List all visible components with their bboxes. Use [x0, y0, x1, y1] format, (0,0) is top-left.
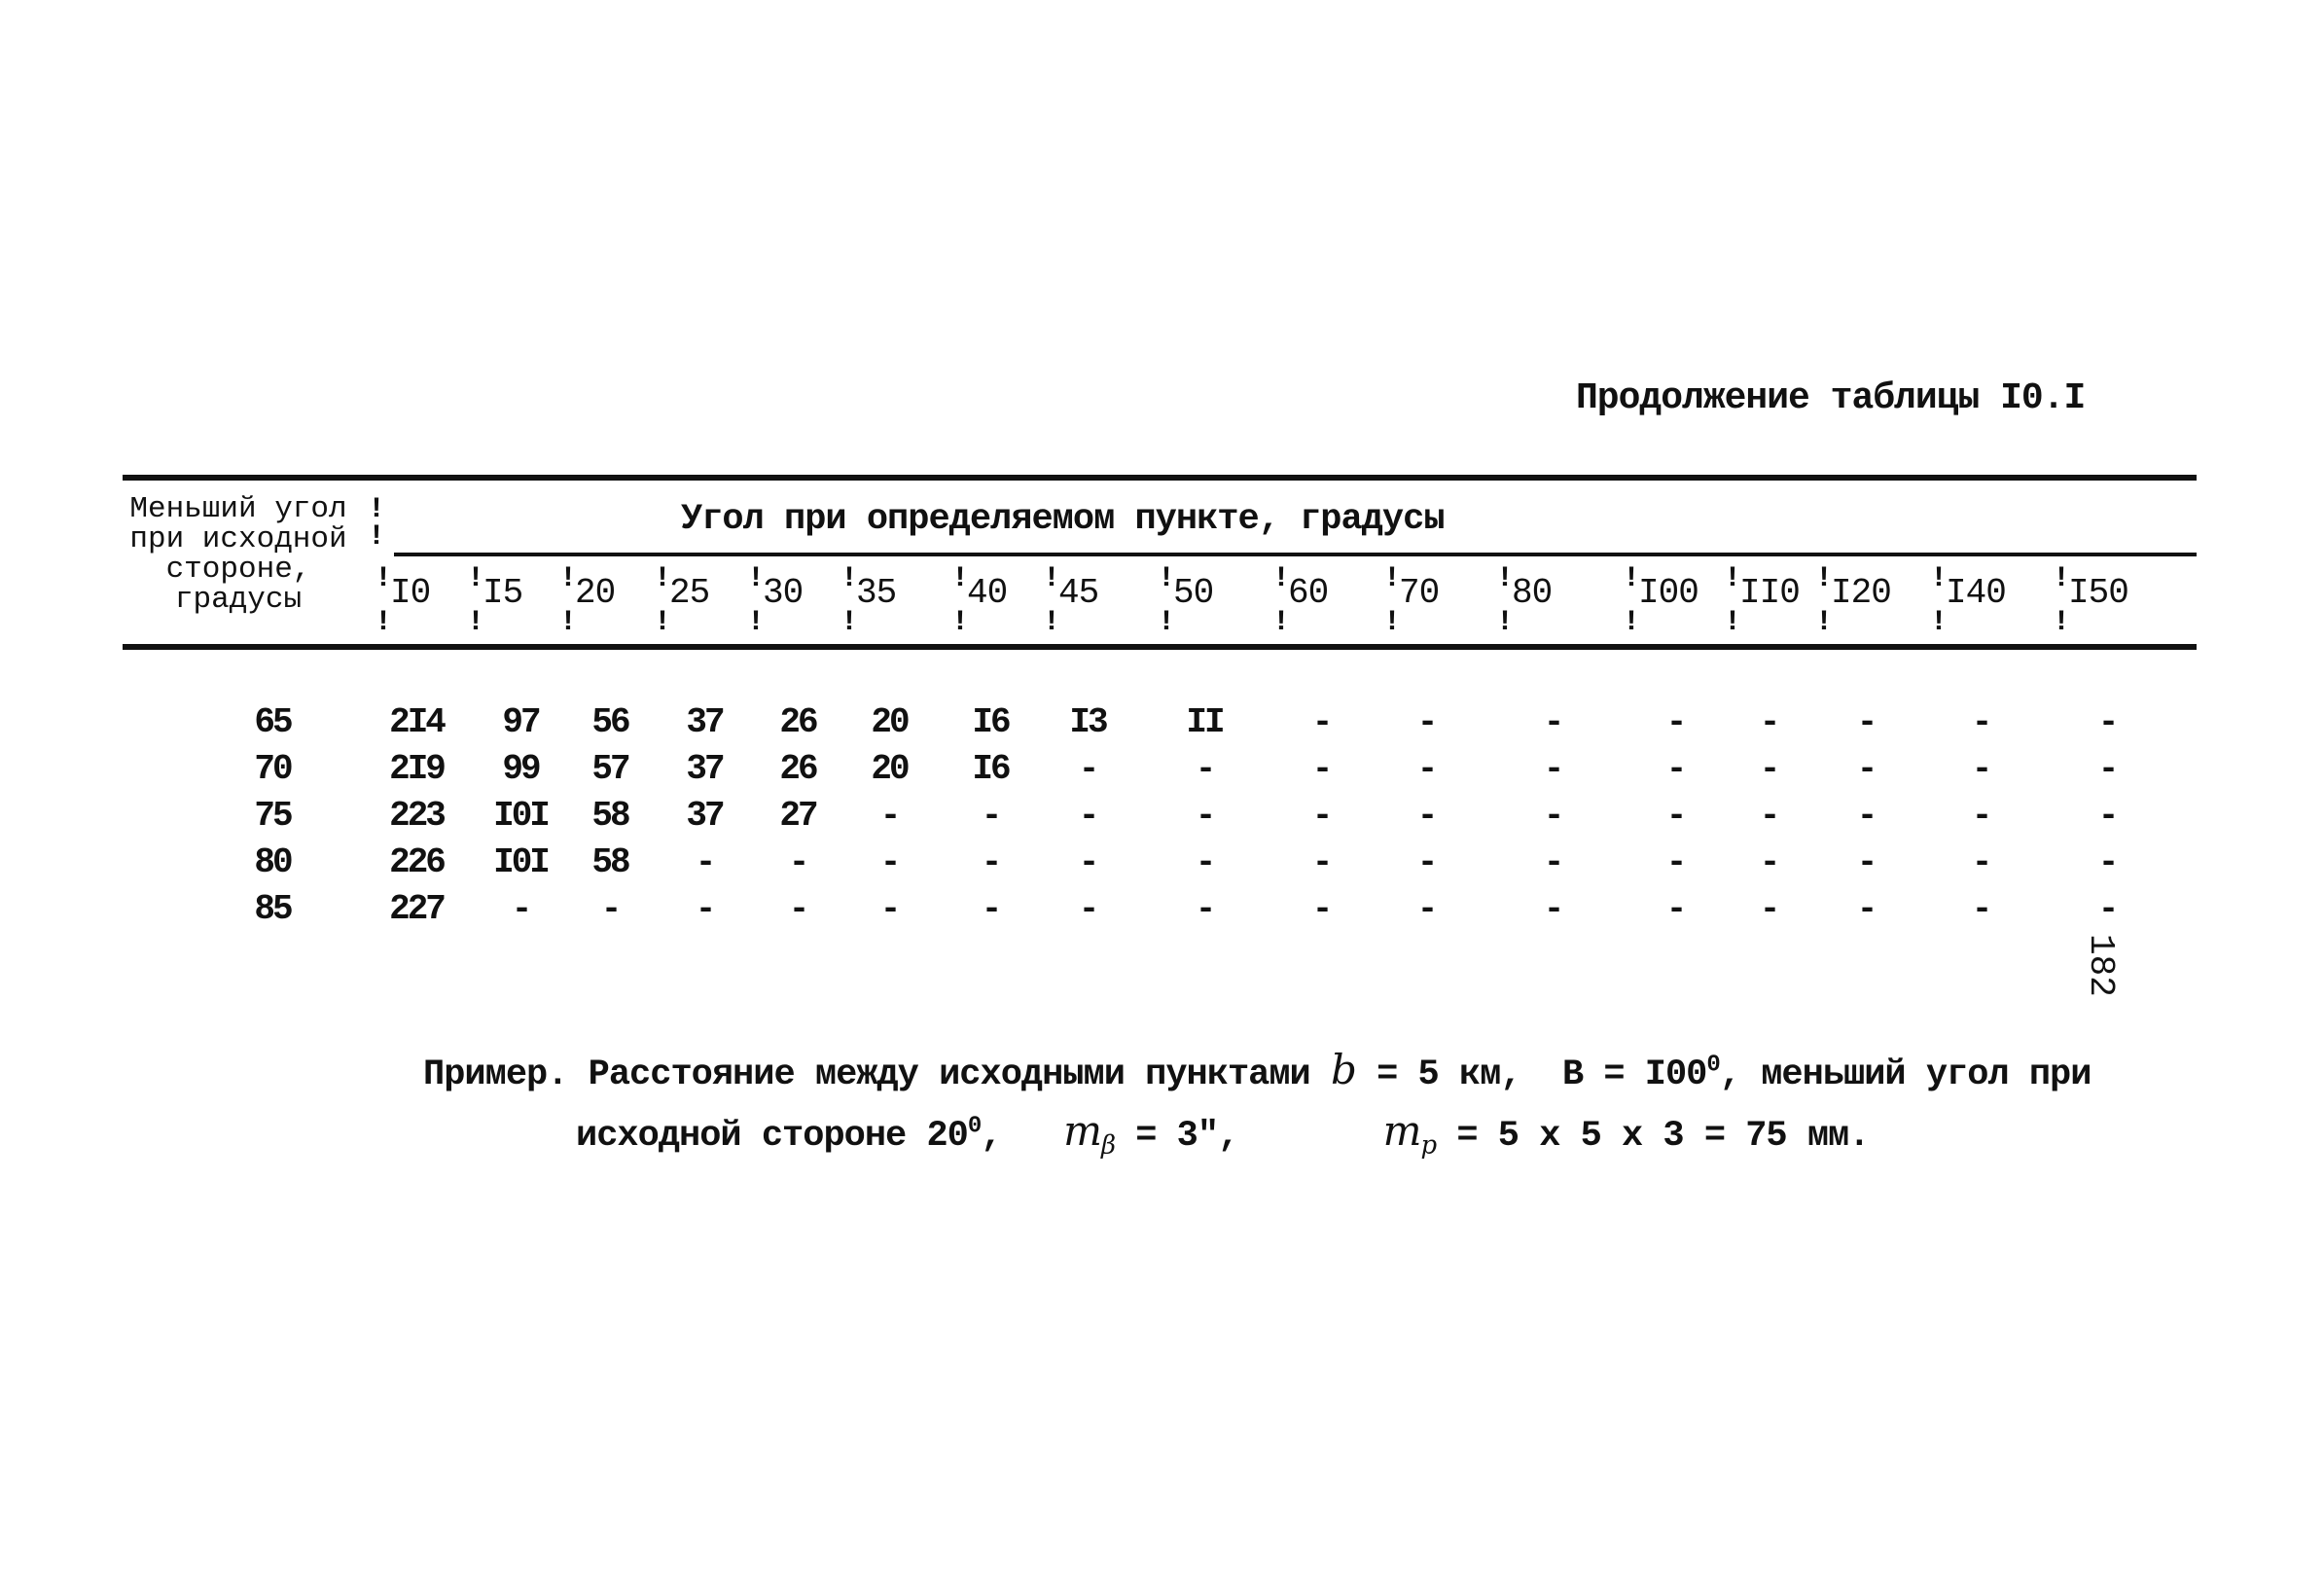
table-cell: - — [1856, 749, 1876, 789]
table-cell: - — [1543, 702, 1562, 742]
table-cell: - — [1543, 889, 1562, 929]
table-cell: - — [1416, 889, 1436, 929]
table-cell: - — [1759, 749, 1778, 789]
table-cell: - — [2097, 702, 2117, 742]
row-label: 80 — [254, 842, 291, 882]
row-label: 75 — [254, 796, 291, 836]
table-cell: 37 — [686, 702, 723, 742]
column-header: I0 — [390, 573, 431, 613]
table-cell: - — [2097, 889, 2117, 929]
table-cell: - — [1971, 889, 1990, 929]
table-cell: 223 — [389, 796, 444, 836]
stub-header: Меньший угол при исходной стороне, градусы — [129, 492, 347, 617]
column-header: I50 — [2068, 573, 2128, 613]
column-separator: ! — [559, 606, 578, 639]
row-label: 65 — [254, 702, 291, 742]
column-separator: ! — [1724, 562, 1742, 595]
table-cell: - — [695, 842, 714, 882]
column-separator: ! — [467, 562, 485, 595]
table-header-divider — [394, 553, 2197, 556]
column-separator: ! — [1815, 562, 1834, 595]
column-separator: ! — [1496, 606, 1515, 639]
table-cell: - — [1759, 842, 1778, 882]
stub-separator: ! — [368, 493, 386, 526]
column-separator: ! — [375, 562, 393, 595]
table-cell: - — [879, 889, 899, 929]
example-suffix: , меньший угол при — [1719, 1055, 2092, 1095]
table-cell: I0I — [493, 796, 548, 836]
table-cell: - — [788, 889, 807, 929]
table-cell: 27 — [779, 796, 816, 836]
table-cell: - — [1856, 842, 1876, 882]
column-header: I20 — [1831, 573, 1891, 613]
table-cell: - — [1665, 702, 1685, 742]
column-separator: ! — [1930, 606, 1949, 639]
column-separator: ! — [1930, 562, 1949, 595]
column-separator: ! — [1496, 562, 1515, 595]
angle-b: B = I00 — [1561, 1055, 1707, 1095]
table-cell: 2I9 — [389, 749, 444, 789]
table-cell: II — [1186, 702, 1223, 742]
continuation-label: Продолжение таблицы I0.I — [1576, 377, 2086, 419]
column-separator: ! — [1815, 606, 1834, 639]
column-header: 35 — [856, 573, 897, 613]
column-separator: ! — [1272, 606, 1291, 639]
column-header: 50 — [1173, 573, 1214, 613]
column-separator: ! — [747, 606, 766, 639]
column-separator: ! — [840, 562, 859, 595]
column-separator: ! — [375, 606, 393, 639]
column-header: 70 — [1399, 573, 1440, 613]
table-top-rule — [123, 475, 2197, 481]
table-cell: - — [1665, 749, 1685, 789]
column-header: II0 — [1739, 573, 1800, 613]
table-cell: - — [2097, 842, 2117, 882]
table-cell: 56 — [591, 702, 628, 742]
table-cell: - — [981, 889, 1000, 929]
column-separator: ! — [747, 562, 766, 595]
table-cell: I6 — [972, 749, 1009, 789]
table-cell: - — [1665, 796, 1685, 836]
table-cell: - — [695, 889, 714, 929]
column-separator: ! — [1623, 562, 1641, 595]
table-cell: - — [1759, 796, 1778, 836]
page-number: 182 — [2081, 934, 2121, 997]
table-cell: - — [1416, 749, 1436, 789]
column-separator: ! — [559, 562, 578, 595]
table-cell: - — [1759, 702, 1778, 742]
degree-mark: 0 — [967, 1113, 982, 1140]
table-cell: - — [1078, 842, 1097, 882]
table-cell: I3 — [1069, 702, 1106, 742]
table-cell: - — [2097, 796, 2117, 836]
column-separator: ! — [1383, 606, 1402, 639]
table-cell: - — [1665, 842, 1685, 882]
table-cell: 20 — [871, 749, 908, 789]
table-cell: 37 — [686, 749, 723, 789]
column-separator: ! — [2053, 562, 2071, 595]
row-label: 85 — [254, 889, 291, 929]
m-beta-subscript: β — [1100, 1130, 1115, 1161]
column-separator: ! — [1383, 562, 1402, 595]
comma: , — [981, 1116, 1002, 1157]
table-cell: - — [1856, 796, 1876, 836]
column-separator: ! — [1158, 562, 1176, 595]
table-cell: 20 — [871, 702, 908, 742]
column-separator: ! — [1272, 562, 1291, 595]
table-cell: - — [1195, 842, 1214, 882]
span-header: Угол при определяемом пункте, градусы — [681, 499, 1445, 540]
table-cell: - — [788, 842, 807, 882]
table-cell: 99 — [502, 749, 539, 789]
column-separator: ! — [1158, 606, 1176, 639]
table-cell: - — [511, 889, 530, 929]
m-beta-symbol: m — [1063, 1107, 1101, 1155]
table-cell: - — [1543, 842, 1562, 882]
column-separator: ! — [1043, 606, 1061, 639]
table-cell: 26 — [779, 702, 816, 742]
table-cell: - — [1759, 889, 1778, 929]
example-line-2 — [576, 1107, 1869, 1160]
column-separator: ! — [840, 606, 859, 639]
b-symbol: b — [1330, 1046, 1356, 1093]
table-cell: 226 — [389, 842, 444, 882]
table-cell: - — [879, 842, 899, 882]
table-cell: 58 — [591, 842, 628, 882]
table-cell: - — [1543, 796, 1562, 836]
table-cell: I6 — [972, 702, 1009, 742]
column-header: I5 — [483, 573, 523, 613]
column-header: I00 — [1638, 573, 1698, 613]
column-separator: ! — [2053, 606, 2071, 639]
m-p-subscript: p — [1420, 1130, 1437, 1161]
column-header: 60 — [1288, 573, 1329, 613]
m-beta-value: = 3", — [1135, 1116, 1239, 1157]
table-cell: - — [879, 796, 899, 836]
m-p-symbol: m — [1382, 1107, 1421, 1155]
example-line2-prefix: исходной стороне 20 — [576, 1116, 968, 1157]
table-cell: - — [1311, 842, 1331, 882]
table-cell: - — [600, 889, 620, 929]
column-separator: ! — [654, 562, 672, 595]
table-cell: 2I4 — [389, 702, 444, 742]
table-cell: - — [1311, 702, 1331, 742]
column-header: 20 — [575, 573, 616, 613]
table-cell: - — [1971, 842, 1990, 882]
table-cell: I0I — [493, 842, 548, 882]
column-separator: ! — [654, 606, 672, 639]
distance-value: = 5 км, — [1377, 1055, 1521, 1095]
table-cell: - — [2097, 749, 2117, 789]
column-header: 25 — [669, 573, 710, 613]
table-cell: - — [1856, 889, 1876, 929]
table-cell: - — [1195, 749, 1214, 789]
table-cell: - — [1416, 702, 1436, 742]
table-cell: - — [1971, 702, 1990, 742]
table-cell: - — [981, 842, 1000, 882]
column-separator: ! — [951, 606, 970, 639]
table-cell: 58 — [591, 796, 628, 836]
table-cell: - — [981, 796, 1000, 836]
table-cell: 227 — [389, 889, 444, 929]
table-cell: - — [1416, 796, 1436, 836]
column-separator: ! — [1043, 562, 1061, 595]
table-header-bottom-rule — [123, 644, 2197, 650]
table-cell: - — [1416, 842, 1436, 882]
column-separator: ! — [467, 606, 485, 639]
table-cell: - — [1856, 702, 1876, 742]
row-label: 70 — [254, 749, 291, 789]
example-line-1 — [423, 1046, 2091, 1095]
table-cell: - — [1078, 889, 1097, 929]
table-cell: - — [1971, 796, 1990, 836]
column-header: 80 — [1512, 573, 1553, 613]
table-cell: - — [1311, 749, 1331, 789]
table-cell: - — [1195, 796, 1214, 836]
table-cell: - — [1078, 749, 1097, 789]
column-separator: ! — [951, 562, 970, 595]
m-p-value: = 5 x 5 x 3 = 75 мм. — [1456, 1116, 1870, 1157]
table-cell: - — [1971, 749, 1990, 789]
column-header: 40 — [967, 573, 1008, 613]
table-cell: 97 — [502, 702, 539, 742]
column-separator: ! — [1623, 606, 1641, 639]
column-header: 30 — [763, 573, 804, 613]
table-cell: - — [1195, 889, 1214, 929]
table-cell: - — [1543, 749, 1562, 789]
table-cell: 37 — [686, 796, 723, 836]
column-header: 45 — [1058, 573, 1099, 613]
column-header: I40 — [1946, 573, 2006, 613]
table-cell: - — [1311, 889, 1331, 929]
table-cell: - — [1665, 889, 1685, 929]
table-cell: 57 — [591, 749, 628, 789]
table-cell: - — [1311, 796, 1331, 836]
example-prefix: Пример. Расстояние между исходными пунктами — [423, 1055, 1310, 1095]
stub-separator: ! — [368, 520, 386, 554]
table-cell: 26 — [779, 749, 816, 789]
table-cell: - — [1078, 796, 1097, 836]
degree-mark: 0 — [1706, 1052, 1720, 1079]
column-separator: ! — [1724, 606, 1742, 639]
